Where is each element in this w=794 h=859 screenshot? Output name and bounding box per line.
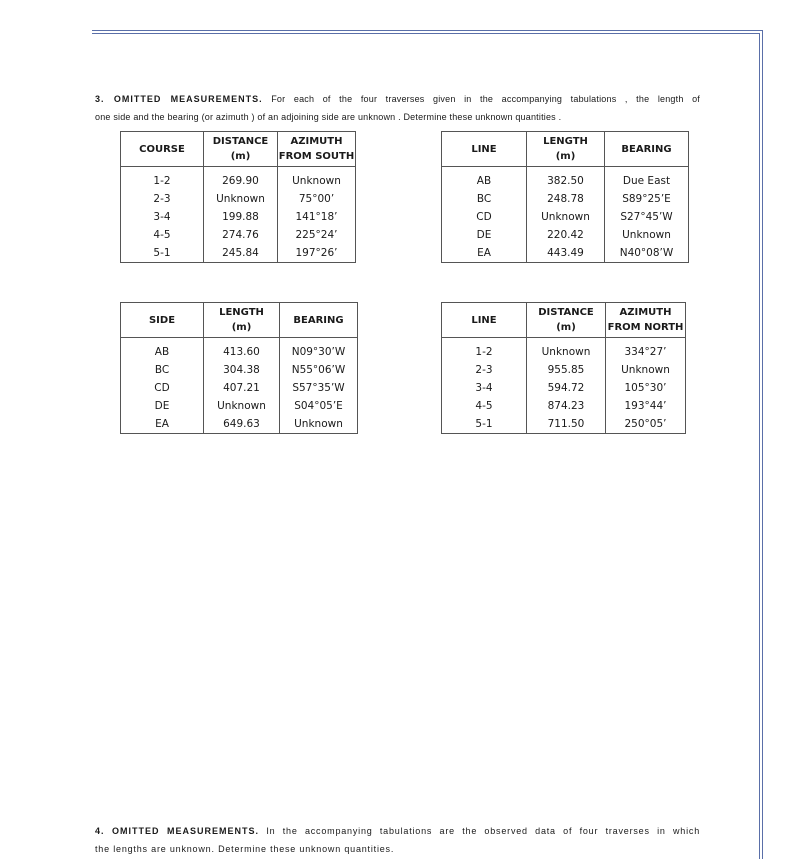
- column-header: [121, 132, 204, 167]
- table-cell: Unknown: [527, 343, 606, 361]
- column-header: [527, 303, 606, 338]
- table-header-row: [121, 132, 356, 167]
- table-cell: 1-2: [121, 172, 204, 190]
- table-cell: 955.85: [527, 361, 606, 379]
- table-row: [121, 397, 358, 415]
- table-cell: DE: [121, 397, 204, 415]
- traverse-table-2: [441, 131, 689, 263]
- table-cell: 250°05’: [606, 415, 686, 434]
- table-cell: 594.72: [527, 379, 606, 397]
- table-cell: Unknown: [204, 397, 280, 415]
- table-cell: 5-1: [121, 244, 204, 263]
- column-header: [442, 303, 527, 338]
- table-cell: Unknown: [606, 361, 686, 379]
- column-header: [606, 303, 686, 338]
- column-header: [204, 132, 278, 167]
- page-border-top: [92, 30, 762, 31]
- table-row: [121, 343, 358, 361]
- table-cell: BC: [121, 361, 204, 379]
- table-cell: AB: [442, 172, 527, 190]
- table-cell: 382.50: [527, 172, 605, 190]
- table-row: [442, 415, 686, 434]
- problem-3-line-2: one side and the bearing (or azimuth ) of an adjoining side are unknown . Determine these unknown quantities .: [95, 112, 562, 122]
- table-cell: 197°26’: [278, 244, 356, 263]
- table-cell: 4-5: [442, 397, 527, 415]
- page-border-right: [762, 30, 763, 859]
- problem-4-heading: 4. OMITTED MEASUREMENTS.: [95, 826, 260, 836]
- column-header-text: AZIMUTH: [290, 136, 343, 147]
- column-header-text: FROM NORTH: [607, 322, 684, 333]
- column-header: [204, 303, 280, 338]
- column-header-text: LINE: [471, 143, 497, 155]
- column-header: [278, 132, 356, 167]
- table-cell: 2-3: [121, 190, 204, 208]
- table-cell: Unknown: [280, 415, 358, 434]
- table-cell: 443.49: [527, 244, 605, 263]
- column-header-text: FROM SOUTH: [278, 151, 355, 162]
- problem-4-text: [95, 822, 700, 858]
- table-row: [121, 361, 358, 379]
- table-row: [442, 397, 686, 415]
- table-cell: CD: [121, 379, 204, 397]
- column-header: [442, 132, 527, 167]
- column-header: [605, 132, 689, 167]
- table-cell: DE: [442, 226, 527, 244]
- table-cell: EA: [121, 415, 204, 434]
- table-cell: 220.42: [527, 226, 605, 244]
- table-row: [442, 226, 689, 244]
- table-cell: Due East: [605, 172, 689, 190]
- table-cell: 75°00’: [278, 190, 356, 208]
- problem-3-line-1-text: For each of the four traverses given in the accompanying tabulations , the length of: [271, 94, 700, 104]
- table-cell: CD: [442, 208, 527, 226]
- table-row: [121, 244, 356, 263]
- table-row: [442, 379, 686, 397]
- column-header: [280, 303, 358, 338]
- table-cell: 4-5: [121, 226, 204, 244]
- table-cell: Unknown: [278, 172, 356, 190]
- table-cell: 407.21: [204, 379, 280, 397]
- column-header-text: LINE: [471, 314, 497, 326]
- table-cell: 304.38: [204, 361, 280, 379]
- table-row: [121, 190, 356, 208]
- problem-3-text: [95, 90, 700, 126]
- traverse-table-3: [120, 302, 358, 434]
- traverse-table-4: [441, 302, 686, 434]
- table-cell: 105°30’: [606, 379, 686, 397]
- table-cell: S57°35’W: [280, 379, 358, 397]
- table-cell: 225°24’: [278, 226, 356, 244]
- table-row: [121, 379, 358, 397]
- page-border-top-inner: [92, 33, 759, 34]
- problem-3-heading: 3. OMITTED MEASUREMENTS.: [95, 94, 263, 104]
- column-header-text: LENGTH: [219, 307, 264, 318]
- column-header-text: SIDE: [148, 314, 176, 326]
- table-cell: 3-4: [442, 379, 527, 397]
- table-cell: S27°45’W: [605, 208, 689, 226]
- table-row: [442, 172, 689, 190]
- table-row: [121, 226, 356, 244]
- table-cell: Unknown: [204, 190, 278, 208]
- page-border-right-inner: [759, 33, 760, 859]
- table-row: [121, 172, 356, 190]
- column-header-text: BEARING: [293, 314, 344, 326]
- table-header-row: [442, 303, 686, 338]
- problem-4-line-1: [95, 822, 700, 840]
- table-cell: 5-1: [442, 415, 527, 434]
- table-cell: S89°25’E: [605, 190, 689, 208]
- table-cell: Unknown: [527, 208, 605, 226]
- table-cell: N55°06’W: [280, 361, 358, 379]
- table-row: [442, 190, 689, 208]
- column-header-text: COURSE: [139, 143, 185, 155]
- table-cell: 874.23: [527, 397, 606, 415]
- table-cell: 1-2: [442, 343, 527, 361]
- table-cell: N09°30’W: [280, 343, 358, 361]
- table-cell: 3-4: [121, 208, 204, 226]
- column-header-text: (m): [230, 151, 251, 162]
- column-header-text: LENGTH: [543, 136, 588, 147]
- table-row: [442, 343, 686, 361]
- column-header-text: BEARING: [621, 143, 672, 155]
- table-cell: 711.50: [527, 415, 606, 434]
- table-row: [121, 208, 356, 226]
- column-header-text: (m): [555, 151, 576, 162]
- table-cell: 193°44’: [606, 397, 686, 415]
- table-cell: 141°18’: [278, 208, 356, 226]
- table-cell: 649.63: [204, 415, 280, 434]
- traverse-table-1: [120, 131, 356, 263]
- table-cell: 269.90: [204, 172, 278, 190]
- table-header-row: [442, 132, 689, 167]
- table-row: [442, 208, 689, 226]
- column-header: [527, 132, 605, 167]
- table-cell: 413.60: [204, 343, 280, 361]
- table-cell: 199.88: [204, 208, 278, 226]
- table-cell: 245.84: [204, 244, 278, 263]
- column-header-text: DISTANCE: [212, 136, 269, 147]
- table-cell: S04°05’E: [280, 397, 358, 415]
- table-cell: 248.78: [527, 190, 605, 208]
- table-row: [121, 415, 358, 434]
- column-header-text: AZIMUTH: [619, 307, 672, 318]
- table-cell: Unknown: [605, 226, 689, 244]
- table-row: [442, 244, 689, 263]
- table-cell: 274.76: [204, 226, 278, 244]
- column-header-text: DISTANCE: [538, 307, 594, 318]
- problem-3-line-1: [95, 90, 700, 108]
- table-row: [442, 361, 686, 379]
- column-header: [121, 303, 204, 338]
- table-cell: N40°08’W: [605, 244, 689, 263]
- problem-4-line-2: the lengths are unknown. Determine these unknown quantities.: [95, 844, 395, 854]
- table-cell: EA: [442, 244, 527, 263]
- table-cell: 334°27’: [606, 343, 686, 361]
- table-header-row: [121, 303, 358, 338]
- table-cell: AB: [121, 343, 204, 361]
- column-header-text: (m): [556, 322, 576, 333]
- table-cell: 2-3: [442, 361, 527, 379]
- table-cell: BC: [442, 190, 527, 208]
- column-header-text: (m): [231, 322, 252, 333]
- problem-4-line-1-text: In the accompanying tabulations are the observed data of four traverses in which: [266, 826, 701, 836]
